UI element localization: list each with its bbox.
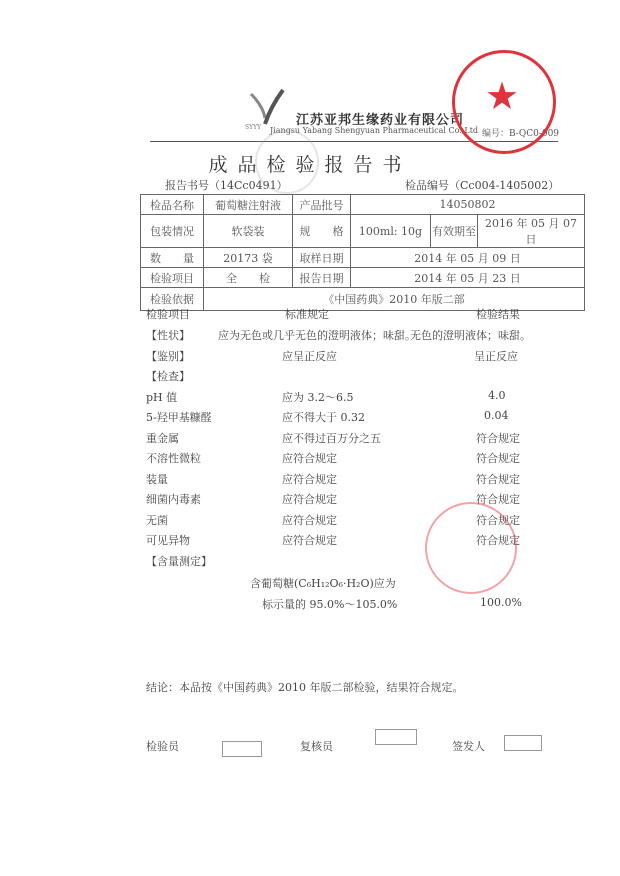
- result-value: 符合规定: [476, 472, 520, 486]
- result-standard: 应为 3.2～6.5: [282, 390, 354, 404]
- inspector-label: 检验员: [146, 740, 179, 753]
- star-icon: ★: [485, 74, 520, 118]
- result-standard: 应不得过百万分之五: [282, 431, 381, 445]
- label: 产品批号: [293, 195, 351, 215]
- label: 数 量: [141, 248, 204, 268]
- reviewer-signature-stamp: [375, 729, 417, 745]
- result-item: 【性状】: [146, 329, 190, 342]
- issuer-label: 签发人: [452, 740, 485, 753]
- result-item: 【鉴别】: [146, 349, 190, 363]
- result-value: 呈正反应: [474, 349, 518, 363]
- value: 2014 年 05 月 23 日: [351, 268, 585, 288]
- result-item: 无菌: [146, 513, 168, 527]
- label: 检验依据: [141, 288, 204, 311]
- page-title: 成品检验报告书: [208, 154, 412, 176]
- result-value: 0.04: [484, 409, 509, 422]
- value: 2016 年 05 月 07 日: [478, 215, 585, 248]
- result-standard: 应符合规定: [282, 493, 337, 506]
- result-item: 细菌内毒素: [146, 493, 201, 506]
- document-code: 编号：B-QC0-009: [482, 129, 560, 139]
- result-value: 符合规定: [476, 431, 520, 445]
- value: 14050802: [351, 195, 585, 215]
- sample-number: 检品编号（Cc004-1405002）: [405, 179, 560, 192]
- assay-result: 100.0%: [480, 596, 522, 609]
- table-row: [141, 195, 585, 215]
- value: 软袋装: [204, 215, 293, 248]
- result-value: 无色的澄明液体；味甜。: [410, 329, 531, 342]
- inspection-red-seal: [425, 502, 517, 594]
- table-row: [141, 268, 585, 288]
- result-item: 不溶性微粒: [146, 452, 201, 465]
- result-item: 5-羟甲基糠醛: [146, 411, 212, 424]
- result-standard: 应为无色或几乎无色的澄明液体；味甜。: [218, 329, 416, 342]
- result-standard: 应符合规定: [282, 534, 337, 547]
- result-value: 符合规定: [476, 452, 520, 465]
- assay-standard-2: 标示量的 95.0%～105.0%: [262, 598, 398, 611]
- value: 100ml: 10g: [351, 215, 431, 248]
- label: 检品名称: [141, 195, 204, 215]
- result-item: 可见异物: [146, 534, 190, 547]
- gray-seal: [255, 130, 319, 194]
- svg-text:SYYY: SYYY: [245, 124, 261, 130]
- column-header-item: 检验项目: [146, 308, 190, 321]
- reviewer-label: 复核员: [300, 740, 333, 753]
- issuer-signature-stamp: [504, 735, 542, 751]
- company-red-seal: [452, 50, 556, 154]
- conclusion: 结论：本品按《中国药典》2010 年版二部检验，结果符合规定。: [146, 681, 464, 694]
- result-value: 符合规定: [476, 513, 520, 527]
- column-header-result: 检验结果: [476, 308, 520, 321]
- value: 葡萄糖注射液: [204, 195, 293, 215]
- result-standard: 应符合规定: [282, 452, 337, 465]
- company-name-en: Jiangsu Yabang Shengyuan Pharmaceutical Co.,Ltd: [270, 126, 479, 135]
- label: 取样日期: [293, 248, 351, 268]
- result-value: 符合规定: [476, 534, 520, 547]
- value: 《中国药典》2010 年版二部: [204, 288, 585, 311]
- value: 2014 年 05 月 09 日: [351, 248, 585, 268]
- label: 检验项目: [141, 268, 204, 288]
- product-info-table: [140, 194, 585, 311]
- label: 规 格: [293, 215, 351, 248]
- result-item: 装量: [146, 472, 168, 486]
- result-item: pH 值: [146, 390, 178, 404]
- company-name-cn: 江苏亚邦生缘药业有限公司: [296, 113, 465, 128]
- table-row: [141, 248, 585, 268]
- result-item: 【含量测定】: [146, 554, 212, 568]
- company-logo: [243, 86, 289, 130]
- value: 20173 袋: [204, 248, 293, 268]
- label: 有效期至: [431, 215, 478, 248]
- result-value: 4.0: [488, 388, 506, 402]
- result-value: 符合规定: [476, 493, 520, 506]
- value: 全 检: [204, 268, 293, 288]
- result-item: 【检查】: [146, 370, 190, 383]
- inspector-signature-stamp: [222, 741, 262, 757]
- result-item: 重金属: [146, 431, 179, 445]
- column-header-standard: 标准规定: [285, 308, 329, 321]
- result-standard: 应呈正反应: [282, 349, 337, 363]
- table-row: [141, 215, 585, 248]
- report-number: 报告书号（14Cc0491）: [165, 179, 288, 192]
- label: 包装情况: [141, 215, 204, 248]
- result-standard: 应不得大于 0.32: [282, 411, 365, 424]
- result-standard: 应符合规定: [282, 513, 337, 527]
- assay-standard-1: 含葡萄糖(C₆H₁₂O₆·H₂O)应为: [250, 577, 396, 590]
- label: 报告日期: [293, 268, 351, 288]
- result-standard: 应符合规定: [282, 472, 337, 486]
